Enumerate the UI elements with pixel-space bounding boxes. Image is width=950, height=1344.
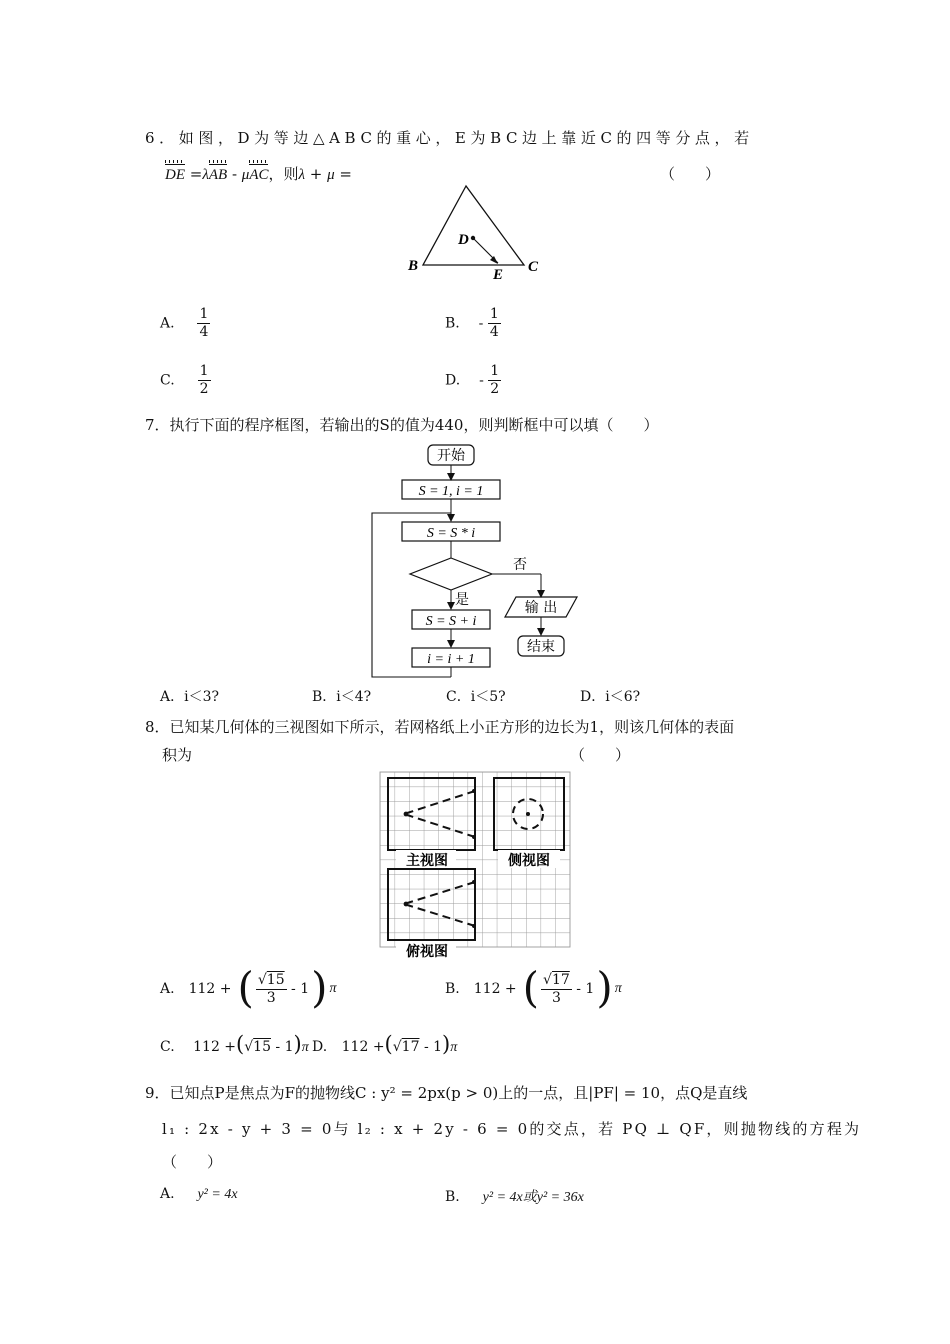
triangle-abc [423,186,524,265]
q8-option-c[interactable]: C. 112 +(√15 - 1)π [160,1032,309,1056]
q8-option-a[interactable]: A. 112 + ( $\frac{√15}{3}$ - 1 ) π [160,962,337,1012]
q7-option-c[interactable]: C．i＜5? [446,689,506,705]
q7-stem: 7．执行下面的程序框图，若输出的S的值为440，则判断框中可以填（ ） [145,416,659,434]
q6-option-b[interactable] [445,306,501,341]
flow-output-label: 输 出 [524,600,558,616]
flow-no-label: 否 [513,557,527,573]
q9-option-a[interactable] [160,1186,238,1203]
option-sign: - [478,315,484,332]
flow-condition-diamond [410,558,492,590]
q9-stem-line2: l₁ : 2x - y + 3 = 0与 l₂ : x + 2y - 6 = 0的交点，若 PQ ⊥ QF，则抛物线的方程为 [162,1120,862,1138]
vector-de-arrowhead [490,256,498,264]
option-letter: A. [160,315,175,332]
flow-incr-label: i = i + 1 [427,652,475,667]
option-letter: C. [160,372,175,389]
flow-end-label: 结束 [527,639,555,655]
q6-triangle-figure [400,180,560,285]
top-view-label: 俯视图 [406,944,448,960]
side-view-label: 侧视图 [508,853,550,869]
q6-option-d[interactable] [445,363,501,398]
q8-answer-blank: （ ） [570,746,631,764]
option-fraction: $\frac{1}{4}$ [199,306,209,340]
q9-answer-blank: （ ） [162,1153,223,1171]
option-letter: D. [312,1039,328,1055]
q6-answer-blank: （ ） [660,165,721,183]
option-letter: B. [445,315,460,332]
option-letter: B. [445,981,460,997]
label-b: B [408,258,419,274]
q7-flowchart [360,440,590,685]
q7-option-d[interactable]: D．i＜6? [580,689,641,705]
q7-option-b[interactable]: B．i＜4? [312,689,372,705]
flow-add-label: S = S + i [425,614,477,629]
q6-stem-line1: 6．如图，D为等边△ABC的重心，E为BC边上靠近C的四等分点，若 [145,129,754,147]
q8-three-views-figure [378,770,580,960]
option-fraction: $\frac{1}{2}$ [490,363,500,397]
flow-mult-label: S = S * i [426,526,476,541]
flow-start-label: 开始 [437,448,465,464]
option-fraction: $\frac{1}{2}$ [199,363,209,397]
option-letter: A. [160,1186,175,1202]
flow-yes-label: 是 [455,592,469,608]
label-e: E [493,267,504,283]
q8-stem-line1: 8．已知某几何体的三视图如下所示，若网格纸上小正方形的边长为1，则该几何体的表面 [145,718,735,736]
option-letter: C. [160,1039,175,1055]
option-letter: D. [445,372,461,389]
q9-option-b[interactable] [445,1186,584,1206]
q8-option-d[interactable]: D. 112 +(√17 - 1)π [312,1032,458,1056]
q6-option-c[interactable] [160,363,211,398]
option-sign: - [479,372,484,389]
label-d: D [458,232,469,248]
q9-stem-line1: 9．已知点P是焦点为F的抛物线C : y² = 2px(p > 0)上的一点，且|PF| = 10，点Q是直线 [145,1084,748,1102]
option-letter: B. [445,1189,460,1205]
option-text: y² = 4x [197,1187,238,1202]
flow-init-label: S = 1, i = 1 [418,484,484,499]
option-letter: A. [160,981,175,997]
q8-stem-line2: 积为 [162,746,193,764]
option-fraction: $\frac{1}{4}$ [489,306,499,340]
q6-stem-line2: DE =λAB - μAC，则λ + μ = [165,165,352,183]
q6-option-a[interactable] [160,306,210,341]
front-view-label: 主视图 [406,853,448,869]
label-c: C [528,259,539,275]
q7-option-a[interactable]: A．i＜3? [160,689,220,705]
q8-option-b[interactable]: B. 112 + ( $\frac{√17}{3}$ - 1 ) π [445,962,622,1012]
option-text: y² = 4x或y² = 36x [482,1190,584,1205]
